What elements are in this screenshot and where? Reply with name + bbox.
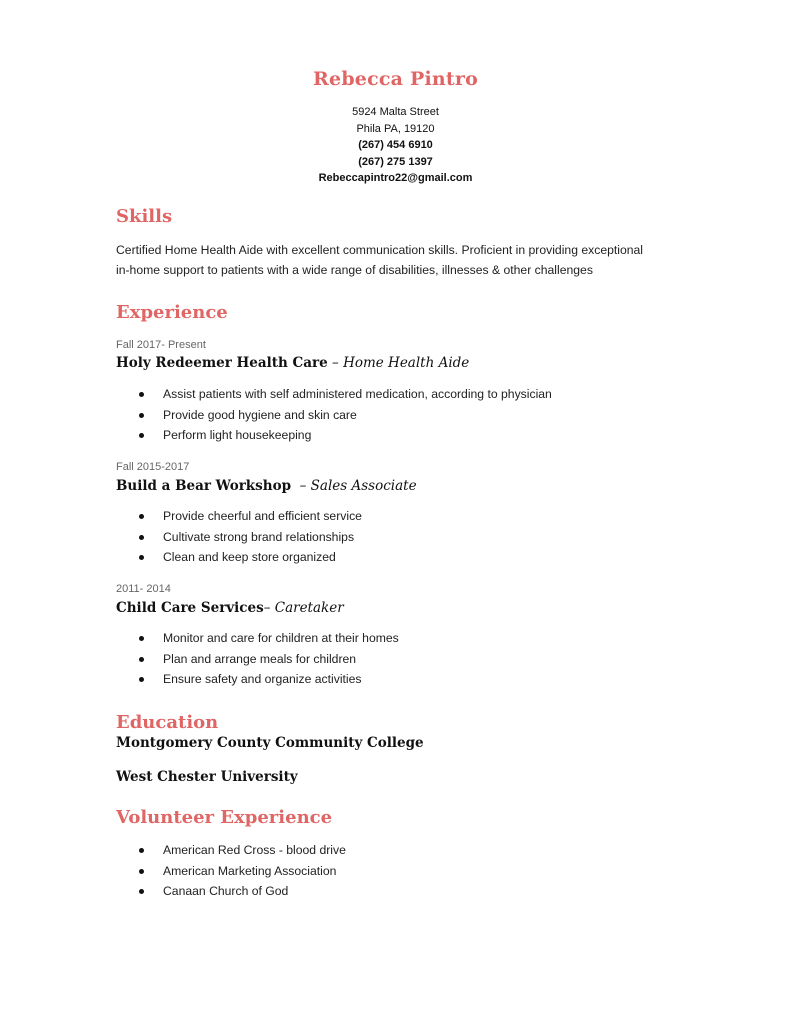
bullet-icon xyxy=(139,392,144,397)
job-separator: – xyxy=(291,478,311,494)
list-item-text: Cultivate strong brand relationships xyxy=(163,529,355,544)
list-item-text: Clean and keep store organized xyxy=(163,550,336,564)
phone-1: (267) 454 6910 xyxy=(358,139,433,151)
job-company: Build a Bear Workshop xyxy=(116,478,292,494)
skills-line-2: in-home support to patients with a wide range of disabilities, illnesses & other challenges xyxy=(116,263,593,277)
job-date: Fall 2015-2017 xyxy=(116,461,190,473)
list-item xyxy=(116,881,346,902)
skills-heading: Skills xyxy=(116,206,173,227)
list-item-text: Assist patients with self administered medication, according to physician xyxy=(163,387,552,401)
list-item xyxy=(116,669,399,690)
address-line-1: 5924 Malta Street xyxy=(352,106,439,118)
list-item xyxy=(116,840,346,861)
bullet-icon xyxy=(139,535,144,540)
bullet-icon xyxy=(139,433,144,438)
volunteer-list xyxy=(116,840,346,902)
phone-2: (267) 275 1397 xyxy=(358,155,433,168)
school-name: Montgomery County Community College xyxy=(116,735,424,751)
list-item-text: American Marketing Association xyxy=(163,863,337,878)
education-heading: Education xyxy=(116,712,219,733)
list-item xyxy=(116,628,399,649)
job-title-line xyxy=(116,600,344,616)
contact-block xyxy=(0,104,791,187)
list-item xyxy=(116,425,552,446)
list-item-text: Plan and arrange meals for children xyxy=(163,651,357,666)
list-item-text: Monitor and care for children at their homes xyxy=(163,631,399,645)
job-role: Home Health Aide xyxy=(343,355,470,371)
bullet-icon xyxy=(139,636,144,641)
list-item-text: Perform light housekeeping xyxy=(163,428,312,442)
list-item-text: Canaan Church of God xyxy=(163,884,289,898)
list-item xyxy=(116,649,399,670)
bullet-icon xyxy=(139,848,144,853)
bullet-icon xyxy=(139,555,144,560)
job-title-line xyxy=(116,478,417,494)
list-item xyxy=(116,384,552,405)
job-company: Child Care Services xyxy=(116,600,264,616)
skills-line-1: Certified Home Health Aide with excellent communication skills. Proficient in providing exceptional xyxy=(116,243,644,257)
job-duties-list xyxy=(116,506,362,568)
job-company: Holy Redeemer Health Care xyxy=(116,355,328,371)
volunteer-heading: Volunteer Experience xyxy=(116,807,333,828)
email: Rebeccapintro22@gmail.com xyxy=(318,172,473,184)
list-item xyxy=(116,506,362,527)
list-item-text: Provide good hygiene and skin care xyxy=(163,407,357,422)
job-separator: – xyxy=(263,600,275,616)
job-duties-list xyxy=(116,628,399,690)
bullet-icon xyxy=(139,889,144,894)
job-role: Caretaker xyxy=(274,600,344,616)
address-line-2: Phila PA, 19120 xyxy=(356,122,435,135)
list-item-text: American Red Cross - blood drive xyxy=(163,843,346,857)
experience-heading: Experience xyxy=(116,302,228,323)
bullet-icon xyxy=(139,677,144,682)
job-date: 2011- 2014 xyxy=(116,583,171,595)
list-item xyxy=(116,405,552,426)
list-item-text: Provide cheerful and efficient service xyxy=(163,509,362,523)
job-date: Fall 2017- Present xyxy=(116,339,206,351)
bullet-icon xyxy=(139,657,144,662)
candidate-name: Rebecca Pintro xyxy=(313,68,478,90)
skills-summary xyxy=(116,240,696,280)
job-title-line xyxy=(116,355,469,371)
bullet-icon xyxy=(139,869,144,874)
bullet-icon xyxy=(139,514,144,519)
list-item xyxy=(116,547,362,568)
list-item xyxy=(116,527,362,548)
job-separator: – xyxy=(327,355,344,371)
school-name: West Chester University xyxy=(116,769,298,785)
bullet-icon xyxy=(139,413,144,418)
job-duties-list xyxy=(116,384,552,446)
job-role: Sales Associate xyxy=(310,478,417,494)
list-item-text: Ensure safety and organize activities xyxy=(163,672,362,686)
list-item xyxy=(116,861,346,882)
